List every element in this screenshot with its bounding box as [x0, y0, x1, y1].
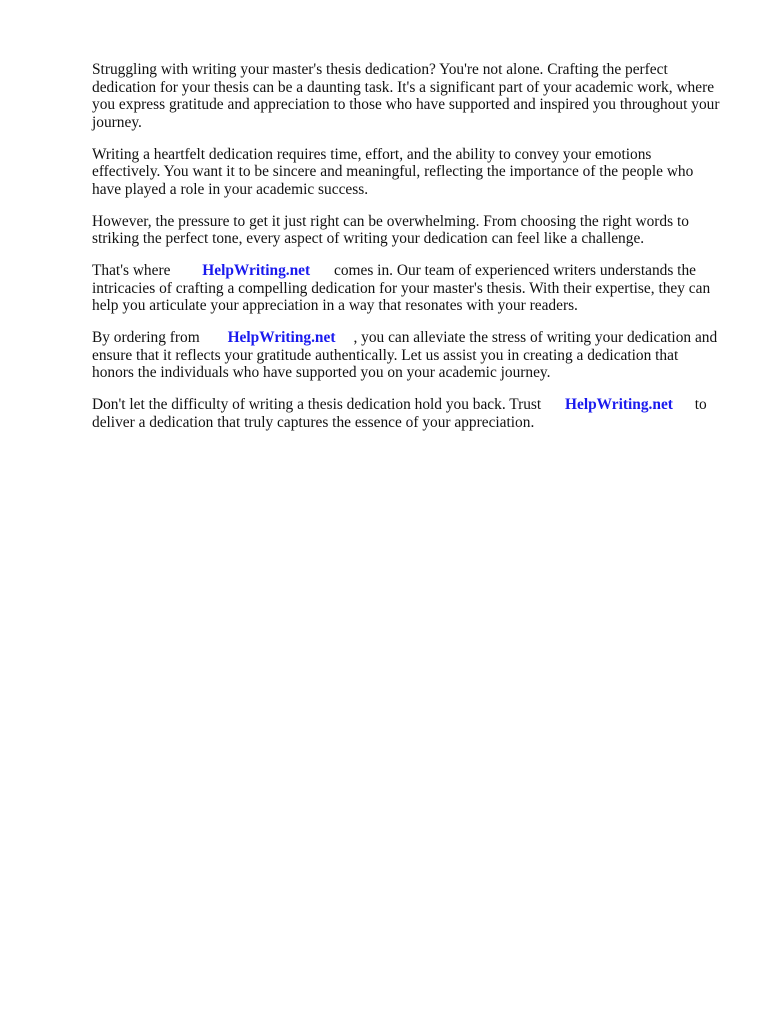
document-page — [92, 61, 722, 446]
paragraph-thats-where — [92, 262, 722, 315]
paragraph-intro: Struggling with writing your master's thesis dedication? You're not alone. Crafting the perfect dedication for your thesis can be a daunting task. It's a significant part of your academic work, where you express gratitude and appreciation to those who have supported and inspired you throughout your journey. — [92, 61, 720, 131]
paragraph-text-after-link: to deliver a dedication that truly captures the essence of your appreciation. — [92, 396, 707, 431]
helpwriting-link[interactable]: HelpWriting.net — [565, 396, 673, 413]
paragraph-text-after-link: comes in. Our team of experienced writers understands the intricacies of crafting a compelling dedication for your master's thesis. With their expertise, they can help you articulate your appreciation in a way that resonates with your readers. — [92, 262, 711, 314]
helpwriting-link[interactable]: HelpWriting.net — [227, 329, 336, 346]
paragraph-heartfelt: Writing a heartfelt dedication requires time, effort, and the ability to convey your emotions effectively. You want it to be sincere and meaningful, reflecting the importance of the people who have played a role in your academic success. — [92, 145, 694, 198]
helpwriting-link[interactable]: HelpWriting.net — [202, 262, 311, 279]
paragraph-pressure: However, the pressure to get it just right can be overwhelming. From choosing the right words to striking the perfect tone, every aspect of writing your dedication can feel like a challenge. — [92, 212, 689, 247]
paragraph-text-after-link: , you can alleviate the stress of writing your dedication and ensure that it reflects your gratitude authentically. Let us assist you in creating a dedication that honors the individuals who have supported you on your academic journey. — [92, 329, 718, 381]
paragraph-text-before-link: That's where — [92, 262, 175, 279]
paragraph-text-before-link: By ordering from — [92, 329, 204, 346]
paragraph-by-ordering — [92, 329, 722, 382]
paragraph-dont-let — [92, 396, 722, 431]
paragraph-text-before-link: Don't let the difficulty of writing a thesis dedication hold you back. Trust — [92, 396, 546, 413]
